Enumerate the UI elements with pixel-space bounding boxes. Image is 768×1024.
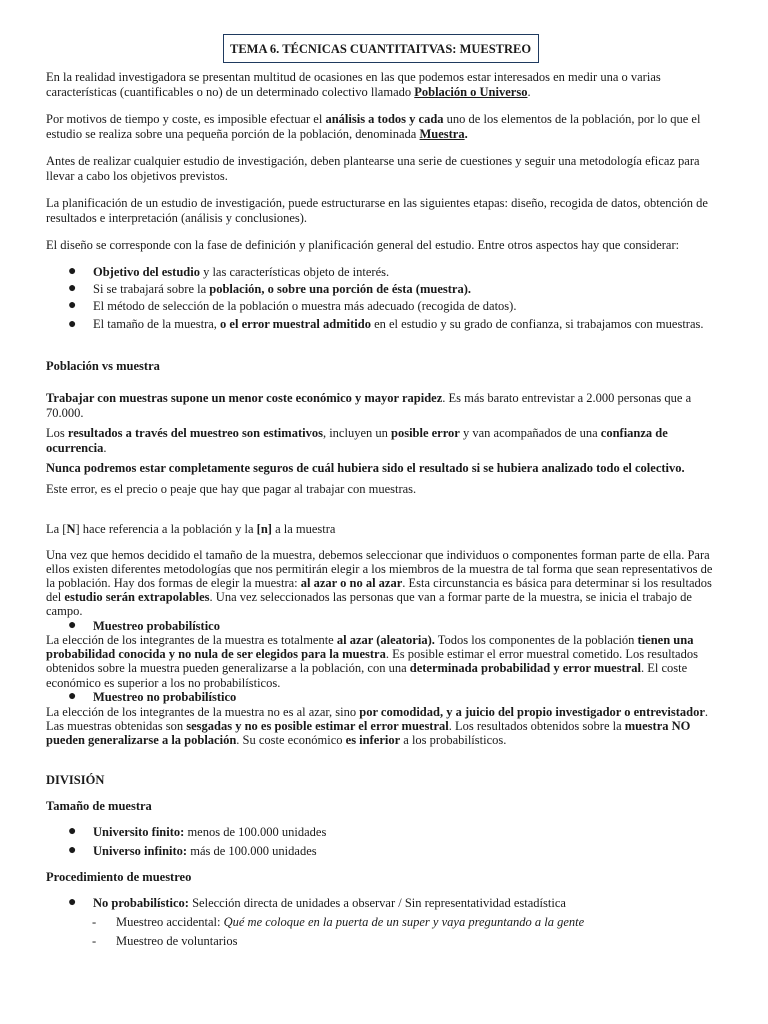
bold-text: población, o sobre una porción de ésta (muestra). <box>209 282 471 296</box>
text: y las características objeto de interés. <box>199 265 390 279</box>
text: en el estudio y su grado de confianza, si trabajamos con muestras. <box>370 317 704 331</box>
tamano-list <box>46 825 724 859</box>
bold-text: sesgadas y no es posible estimar el error muestral <box>186 719 449 734</box>
heading-division <box>46 773 724 788</box>
bold-text: muestra NO pueden generalizarse a la población <box>46 719 691 748</box>
bold-text: . <box>464 126 468 141</box>
italic-text: Qué me coloque en la puerta de un super y vaya preguntando a la gente <box>223 915 585 929</box>
paragraph-probabilistico <box>46 633 724 690</box>
paragraph-nunca <box>46 461 724 476</box>
heading-text: Población vs muestra <box>46 359 160 373</box>
bold-text: confianza de ocurrencia <box>46 426 668 455</box>
bold-text: resultados a través del muestreo son estimativos <box>67 426 323 440</box>
text: El método de selección de la población o muestra más adecuado (recogida de datos). <box>93 299 517 313</box>
list-item <box>46 844 724 859</box>
list-item <box>46 934 724 949</box>
bold-text: al azar (aleatoria). <box>336 633 435 647</box>
list-item <box>46 265 724 282</box>
text: El tamaño de la muestra, <box>93 317 221 331</box>
paragraph-error: Este error, es el precio o peaje que hay que pagar al trabajar con muestras. <box>46 482 417 496</box>
muestreo-types-list <box>46 915 724 949</box>
paragraph-n-notation <box>46 522 724 537</box>
bullet-icon: ● <box>68 264 77 279</box>
bold-text: Universito finito: <box>93 825 185 839</box>
paragraph-motivos <box>46 112 724 141</box>
text: y van acompañados de una <box>459 426 601 440</box>
list-item <box>46 316 724 333</box>
text: La elección de los integrantes de la muestra no es al azar, sino <box>46 705 360 719</box>
list-item <box>46 690 724 705</box>
bullet-icon: ● <box>68 298 77 313</box>
paragraph-planificacion: La planificación de un estudio de investigación, puede estructurarse en las siguientes etapas: diseño, recogida de datos, obtención de resultados e interpretación (análisis y conclusiones). <box>46 196 708 225</box>
text: Por motivos de tiempo y coste, es imposible efectuar el <box>46 112 326 126</box>
text: . Los resultados obtenidos sobre la <box>448 719 625 734</box>
page-title: TEMA 6. TÉCNICAS CUANTITAITVAS: MUESTREO <box>223 34 539 63</box>
text: Muestreo de voluntarios <box>116 934 238 948</box>
text: Muestreo accidental: <box>116 915 224 929</box>
list-item <box>46 896 724 911</box>
muestreo-no-prob-heading-list <box>46 690 724 705</box>
procedimiento-list <box>46 896 724 911</box>
subheading-text: Muestreo no probabilístico <box>93 690 237 704</box>
text: . Es posible estimar el error muestral cometido. Los resultados obtenidos sobre la muestra pueden generalizarse a la población, con una <box>46 647 698 676</box>
text: Una vez que hemos decidido el tamaño de la muestra, debemos seleccionar que individuos o componentes forman parte de ella. Para ellos existen diferentes metodologías que nos permitirán elegir a los miembros de la muestra de tal forma que sean representativos de la población. Hay dos formas de elegir la muestra: <box>46 548 713 590</box>
paragraph-diseno: El diseño se corresponde con la fase de definición y planificación general del estudio. Entre otros aspectos hay que considerar: <box>46 238 680 252</box>
text: . Es más barato entrevistar a 2.000 personas que a 70.000. <box>46 391 692 420</box>
bullet-icon: ● <box>68 824 77 839</box>
bold-text: tienen una probabilidad conocida y no nula de ser elegidos para la muestra <box>46 633 694 662</box>
bullet-icon: ● <box>68 281 77 296</box>
bold-text: Universo infinito: <box>93 844 188 858</box>
term-muestra: Muestra <box>419 126 465 141</box>
list-item <box>46 282 724 299</box>
design-aspects-list <box>46 265 724 333</box>
paragraph-seleccion <box>46 548 724 618</box>
text: . Una vez seleccionados las personas que van a formar parte de la muestra, se inicia el trabajo de campo. <box>46 590 692 618</box>
dash-icon: - <box>92 915 97 929</box>
heading-text: Tamaño de muestra <box>46 799 152 813</box>
list-item <box>46 299 724 316</box>
bold-text: análisis a todos y cada <box>325 112 444 126</box>
bullet-icon: ● <box>68 618 77 633</box>
bullet-icon: ● <box>68 689 77 704</box>
bold-text: [n] <box>256 522 272 536</box>
subheading-text: Muestreo probabilístico <box>93 619 220 633</box>
bold-text: o el error muestral admitido <box>220 317 371 331</box>
bold-text: Trabajar con muestras supone un menor coste económico y mayor rapidez <box>46 391 443 405</box>
heading-tamano-muestra <box>46 799 724 814</box>
bold-text: Objetivo del estudio <box>93 265 200 279</box>
heading-poblacion-vs-muestra <box>46 359 724 374</box>
bold-text: N <box>66 522 76 536</box>
text: uno de los elementos de la población, por lo que el estudio se realiza sobre una pequeña porción de la población, denominada <box>46 112 701 141</box>
term-poblacion: Población o Universo <box>414 84 528 99</box>
paragraph-intro <box>46 70 724 99</box>
bullet-icon: ● <box>68 895 77 910</box>
bold-text: No probabilístico: <box>93 896 189 910</box>
text: . El coste económico es superior a los no probabilísticos. <box>46 661 688 690</box>
heading-text: Procedimiento de muestreo <box>46 870 192 884</box>
text: Todos los componentes de la población <box>434 633 638 647</box>
text: Si se trabajará sobre la <box>93 282 210 296</box>
text: menos de 100.000 unidades <box>184 825 327 839</box>
text: más de 100.000 unidades <box>187 844 317 858</box>
text: La elección de los integrantes de la muestra es totalmente <box>46 633 337 647</box>
dash-icon: - <box>92 934 97 948</box>
list-item <box>46 825 724 844</box>
bold-text: estudio serán extrapolables <box>64 590 210 604</box>
muestreo-prob-heading-list <box>46 619 724 634</box>
bold-text: Nunca podremos estar completamente seguros de cuál hubiera sido el resultado si se hubiera analizado todo el colectivo. <box>46 461 685 475</box>
text: . Su coste económico <box>236 733 346 748</box>
paragraph-antes: Antes de realizar cualquier estudio de investigación, deben plantearse una serie de cuestiones y seguir una metodología eficaz para llevar a cabo los objetivos previstos. <box>46 154 700 183</box>
bold-text: por comodidad, y a juicio del propio investigador o entrevistador <box>359 705 705 719</box>
title-box-wrap <box>223 34 539 63</box>
text: Selección directa de unidades a observar / Sin representatividad estadística <box>188 896 566 910</box>
text: . Las muestras obtenidas son <box>46 705 709 734</box>
text: . <box>527 84 531 99</box>
bold-text: al azar o no al azar <box>300 576 403 590</box>
list-item <box>46 619 724 634</box>
bold-text: determinada probabilidad y error muestral <box>409 661 642 676</box>
bullet-icon: ● <box>68 317 77 332</box>
text: a los probabilísticos. <box>400 733 507 748</box>
heading-procedimiento <box>46 870 724 885</box>
text: . Esta circunstancia es básica para determinar si los resultados del <box>46 576 712 604</box>
text: Los <box>46 426 68 440</box>
paragraph-no-probabilistico <box>46 705 724 748</box>
list-item <box>46 915 724 934</box>
paragraph-coste <box>46 391 724 420</box>
heading-text: DIVISIÓN <box>46 773 105 787</box>
bullet-icon: ● <box>68 843 77 858</box>
text: . <box>103 440 107 455</box>
text: a la muestra <box>271 522 336 536</box>
text: La [ <box>46 522 67 536</box>
paragraph-resultados <box>46 426 724 455</box>
text: ] hace referencia a la población y la <box>75 522 257 536</box>
text: En la realidad investigadora se presentan multitud de ocasiones en las que podemos estar interesados en medir una o varias características (cuantificables o no) de un determinado colectivo llamado <box>46 70 661 99</box>
text: , incluyen un <box>322 426 391 440</box>
bold-text: posible error <box>391 426 460 440</box>
bold-text: es inferior <box>345 733 401 748</box>
